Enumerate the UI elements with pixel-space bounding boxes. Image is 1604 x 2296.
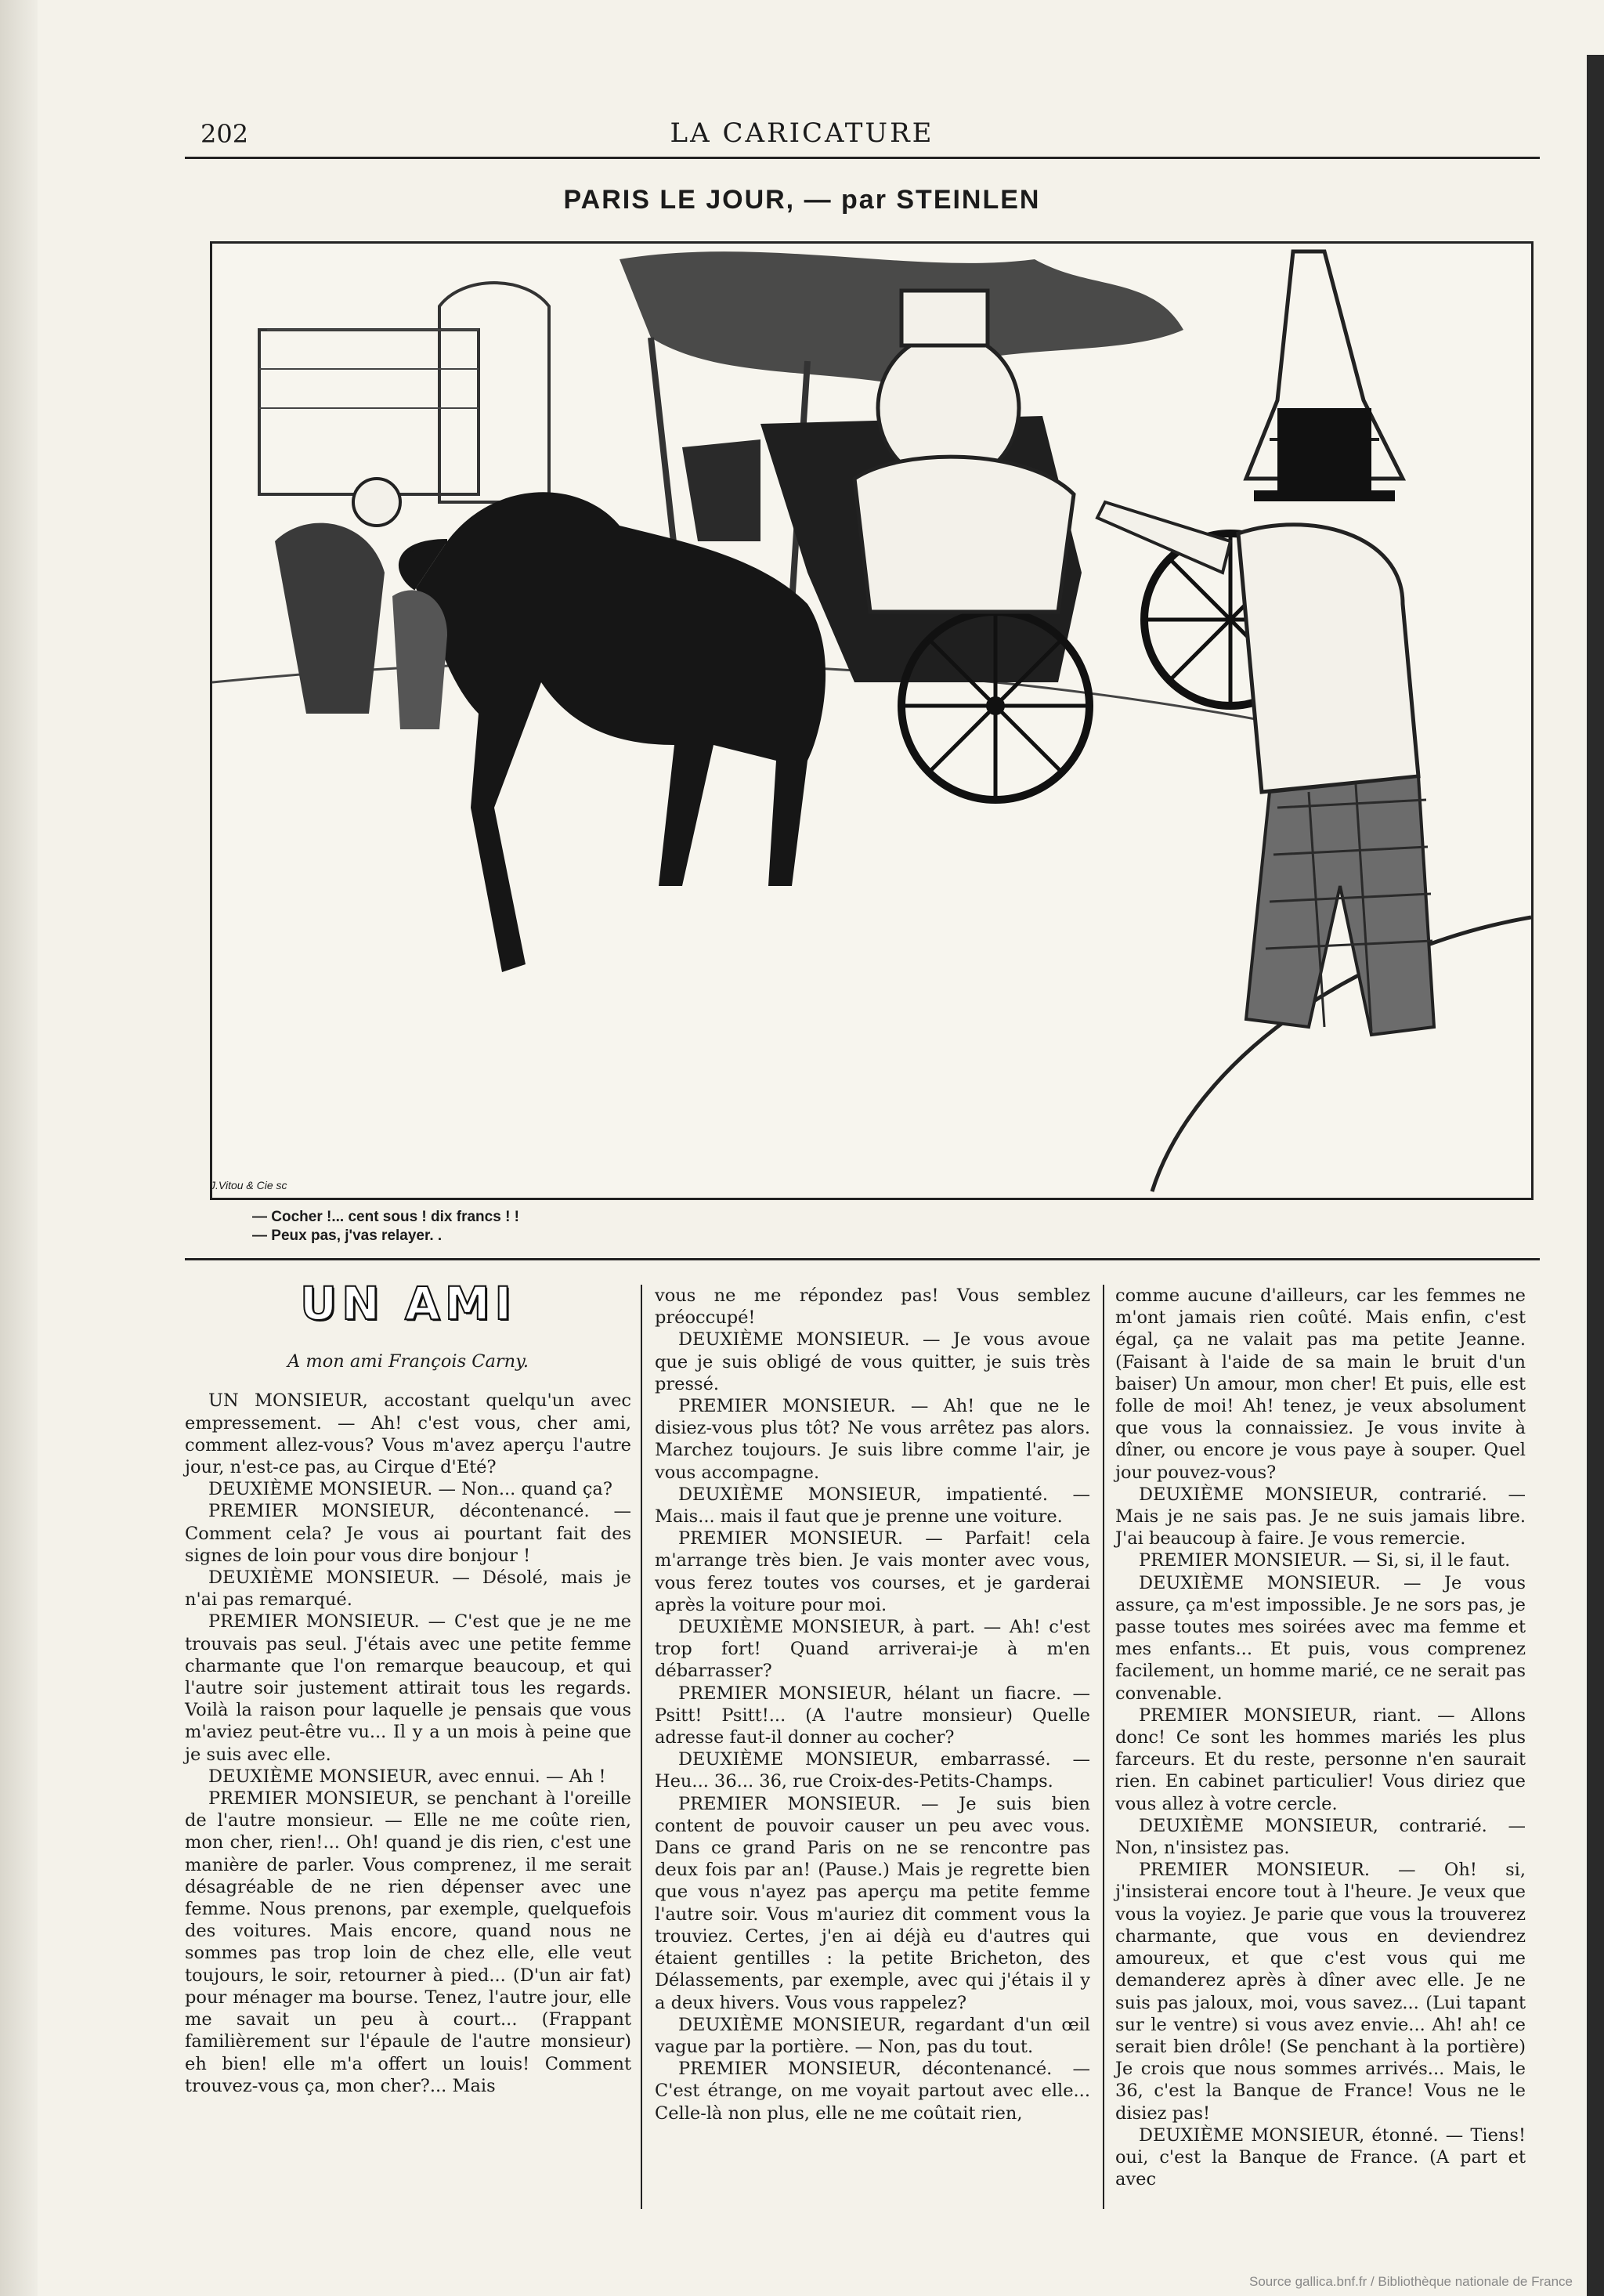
dialogue-paragraph: PREMIER MONSIEUR. — Si, si, il le faut.: [1139, 1550, 1511, 1571]
section-rule: [185, 1258, 1540, 1260]
dialogue-paragraph: PREMIER MONSIEUR, se penchant à l'oreille de l'autre monsieur. — Elle ne me coûte rien, mon cher, rien!... Oh! quand je dis rien, c'est une manière de parler. Vous comprenez, il me serait désagréable de ne rien dépenser avec une femme. Nous prenons, par exemple, quelquefois des voitures. Mais encore, quand nous ne sommes pas trop loin de chez elle, elle veut toujours, le soir, retourner à pied... (D'un air fat) pour ménager ma bourse. Tenez, l'autre jour, elle me savait un peu à court... (Frappant familièrement sur l'épaule de l'autre monsieur) eh bien! elle m'a offert un louis! Comment trouvez-vous ça, mon cher?... Mais: [185, 1788, 631, 2096]
dialogue-paragraph: DEUXIÈME MONSIEUR, avec ennui. — Ah !: [208, 1766, 606, 1787]
dialogue-paragraph: PREMIER MONSIEUR. — Ah! que ne le disiez-vous plus tôt? Ne vous arrêtez pas alors. Marchez toujours. Je suis libre comme l'air, je vous accompagne.: [655, 1396, 1090, 1483]
page-number: 202: [200, 119, 249, 149]
dialogue-paragraph: DEUXIÈME MONSIEUR. — Je vous avoue que je suis obligé de vous quitter, je suis très pressé.: [655, 1329, 1090, 1394]
article-column-3: [1115, 1285, 1526, 2190]
dialogue-paragraph: DEUXIÈME MONSIEUR, à part. — Ah! c'est trop fort! Quand arriverai-je à m'en débarrasser?: [655, 1617, 1090, 1682]
dialogue-paragraph: DEUXIÈME MONSIEUR. — Non... quand ça?: [208, 1479, 612, 1500]
dialogue-paragraph: PREMIER MONSIEUR, hélant un fiacre. — Psitt! Psitt!... (A l'autre monsieur) Quelle adresse faut-il donner au cocher?: [655, 1683, 1090, 1748]
page-corner: [1587, 0, 1604, 55]
dialogue-paragraph: PREMIER MONSIEUR, riant. — Allons donc! Ce sont les hommes mariés les plus farceurs. Et du reste, personne n'en saurait rien. En cabinet particulier! Vous diriez que vous allez à votre cercle.: [1115, 1705, 1526, 1814]
dialogue-paragraph: DEUXIÈME MONSIEUR, impatienté. — Mais... mais il faut que je prenne une voiture.: [655, 1484, 1090, 1528]
header-rule: [185, 157, 1540, 159]
page-edge-left: [0, 0, 38, 2296]
caption-line: — Peux pas, j'vas relayer. .: [252, 1228, 443, 1244]
illustration-caption: [252, 1208, 519, 1246]
dialogue-paragraph: PREMIER MONSIEUR. — Je suis bien content de pouvoir causer un peu avec vous. Dans ce grand Paris on ne se rencontre pas deux fois par an! (Pause.) Mais je regrette bien que vous n'ayez pas aperçu ma petite femme l'autre soir. Vous m'auriez dit comment vous la trouviez. Certes, j'en ai déjà eu d'autres qui étaient gentilles : la petite Bricheton, des Délassements, par exemple, avec qui j'étais il y a deux hivers. Vous vous rappelez?: [655, 1793, 1090, 2013]
page-edge-right: [1587, 0, 1604, 2296]
caption-line: — Cocher !... cent sous ! dix francs ! !: [252, 1209, 520, 1225]
dialogue-paragraph: PREMIER MONSIEUR. — C'est que je ne me trouvais pas seul. J'étais avec une petite femme charmante que l'on remarque beaucoup, et qui l'autre soir justement attirait tous les regards. Voilà la raison pour laquelle je pensais que vous m'aviez peut-être vu... Il y a un mois à peine que je suis avec elle.: [185, 1611, 631, 1765]
source-credit: Source gallica.bnf.fr / Bibliothèque nationale de France: [1249, 2274, 1573, 2289]
engraver-mark: J.Vitou & Cie sc: [210, 1179, 287, 1191]
dialogue-paragraph: DEUXIÈME MONSIEUR, étonné. — Tiens! oui, c'est la Banque de France. (A part et avec: [1115, 2124, 1526, 2190]
illustration: [210, 241, 1534, 1200]
illustration-drawing: [212, 244, 1531, 1198]
dialogue-paragraph: DEUXIÈME MONSIEUR, regardant d'un œil vague par la portière. — Non, pas du tout.: [655, 2014, 1090, 2057]
dialogue-paragraph: PREMIER MONSIEUR. — Oh! si, j'insisterai encore tout à l'heure. Je veux que vous la voyiez. Je parie que vous la trouverez charmante, que vous en deviendrez amoureux, et que c'est vous qui me demanderez après à dîner avec elle. Je ne suis pas jaloux, moi, vous savez... (Lui tapant sur le ventre) si vous avez envie... Ah! ah! ce serait bien drôle! (Se penchant à la portière) Je crois que nous sommes arrivés... Mais, le 36, c'est la Banque de France! Vous ne le disiez pas!: [1115, 1860, 1526, 2124]
dialogue-paragraph: UN MONSIEUR, accostant quelqu'un avec empressement. — Ah! c'est vous, cher ami, comment allez-vous? Vous m'avez aperçu l'autre jour, n'est-ce pas, au Cirque d'Eté?: [185, 1390, 631, 1478]
dialogue-paragraph: DEUXIÈME MONSIEUR, contrarié. — Non, n'insistez pas.: [1115, 1815, 1526, 1859]
dialogue-paragraph: PREMIER MONSIEUR, décontenancé. — Comment cela? Je vous ai pourtant fait des signes de loin pour vous dire bonjour !: [185, 1501, 631, 1566]
dialogue-paragraph: PREMIER MONSIEUR. — Parfait! cela m'arrange très bien. Je vais monter avec vous, vous ferez toutes vos courses, et je garderai après la voiture pour moi.: [655, 1528, 1090, 1615]
dialogue-paragraph: comme aucune d'ailleurs, car les femmes ne m'ont jamais rien coûté. Mais enfin, c'est égal, ça ne valait pas ma petite Jeanne. (Faisant à l'aide de sa main le bruit d'un baiser) Un amour, mon cher! Et puis, elle est folle de moi! Ah! tenez, je veux absolument que vous la connaissiez. Je vous invite à dîner, ou encore je vous paye à souper. Quel jour pouvez-vous?: [1115, 1285, 1526, 1483]
article-column-1: [185, 1277, 631, 2097]
column-rule-2: [1103, 1285, 1104, 2209]
dedication: A mon ami François Carny.: [287, 1351, 529, 1372]
journal-title: LA CARICATURE: [670, 118, 934, 149]
illustration-title: PARIS LE JOUR, — par STEINLEN: [563, 185, 1041, 215]
article-column-2: [655, 1285, 1090, 2124]
dialogue-paragraph: DEUXIÈME MONSIEUR. — Désolé, mais je n'ai pas remarqué.: [185, 1567, 631, 1611]
article-title: UN AMI: [299, 1277, 516, 1330]
dialogue-paragraph: vous ne me répondez pas! Vous semblez préoccupé!: [655, 1285, 1090, 1329]
dialogue-paragraph: DEUXIÈME MONSIEUR, embarrassé. — Heu... 36... 36, rue Croix-des-Petits-Champs.: [655, 1749, 1090, 1792]
dialogue-paragraph: PREMIER MONSIEUR, décontenancé. — C'est étrange, on me voyait partout avec elle... Celle-là non plus, elle ne me coûtait rien,: [655, 2059, 1090, 2124]
dialogue-paragraph: DEUXIÈME MONSIEUR, contrarié. — Mais je ne sais pas. Je ne suis jamais libre. J'ai beaucoup à faire. Je vous remercie.: [1115, 1484, 1526, 1549]
column-rule-1: [641, 1285, 642, 2209]
dialogue-paragraph: DEUXIÈME MONSIEUR. — Je vous assure, ça m'est impossible. Je ne sors pas, je passe toutes mes soirées avec ma femme et mes enfants... Et puis, vous comprenez facilement, un homme marié, ce ne serait pas convenable.: [1115, 1572, 1526, 1704]
